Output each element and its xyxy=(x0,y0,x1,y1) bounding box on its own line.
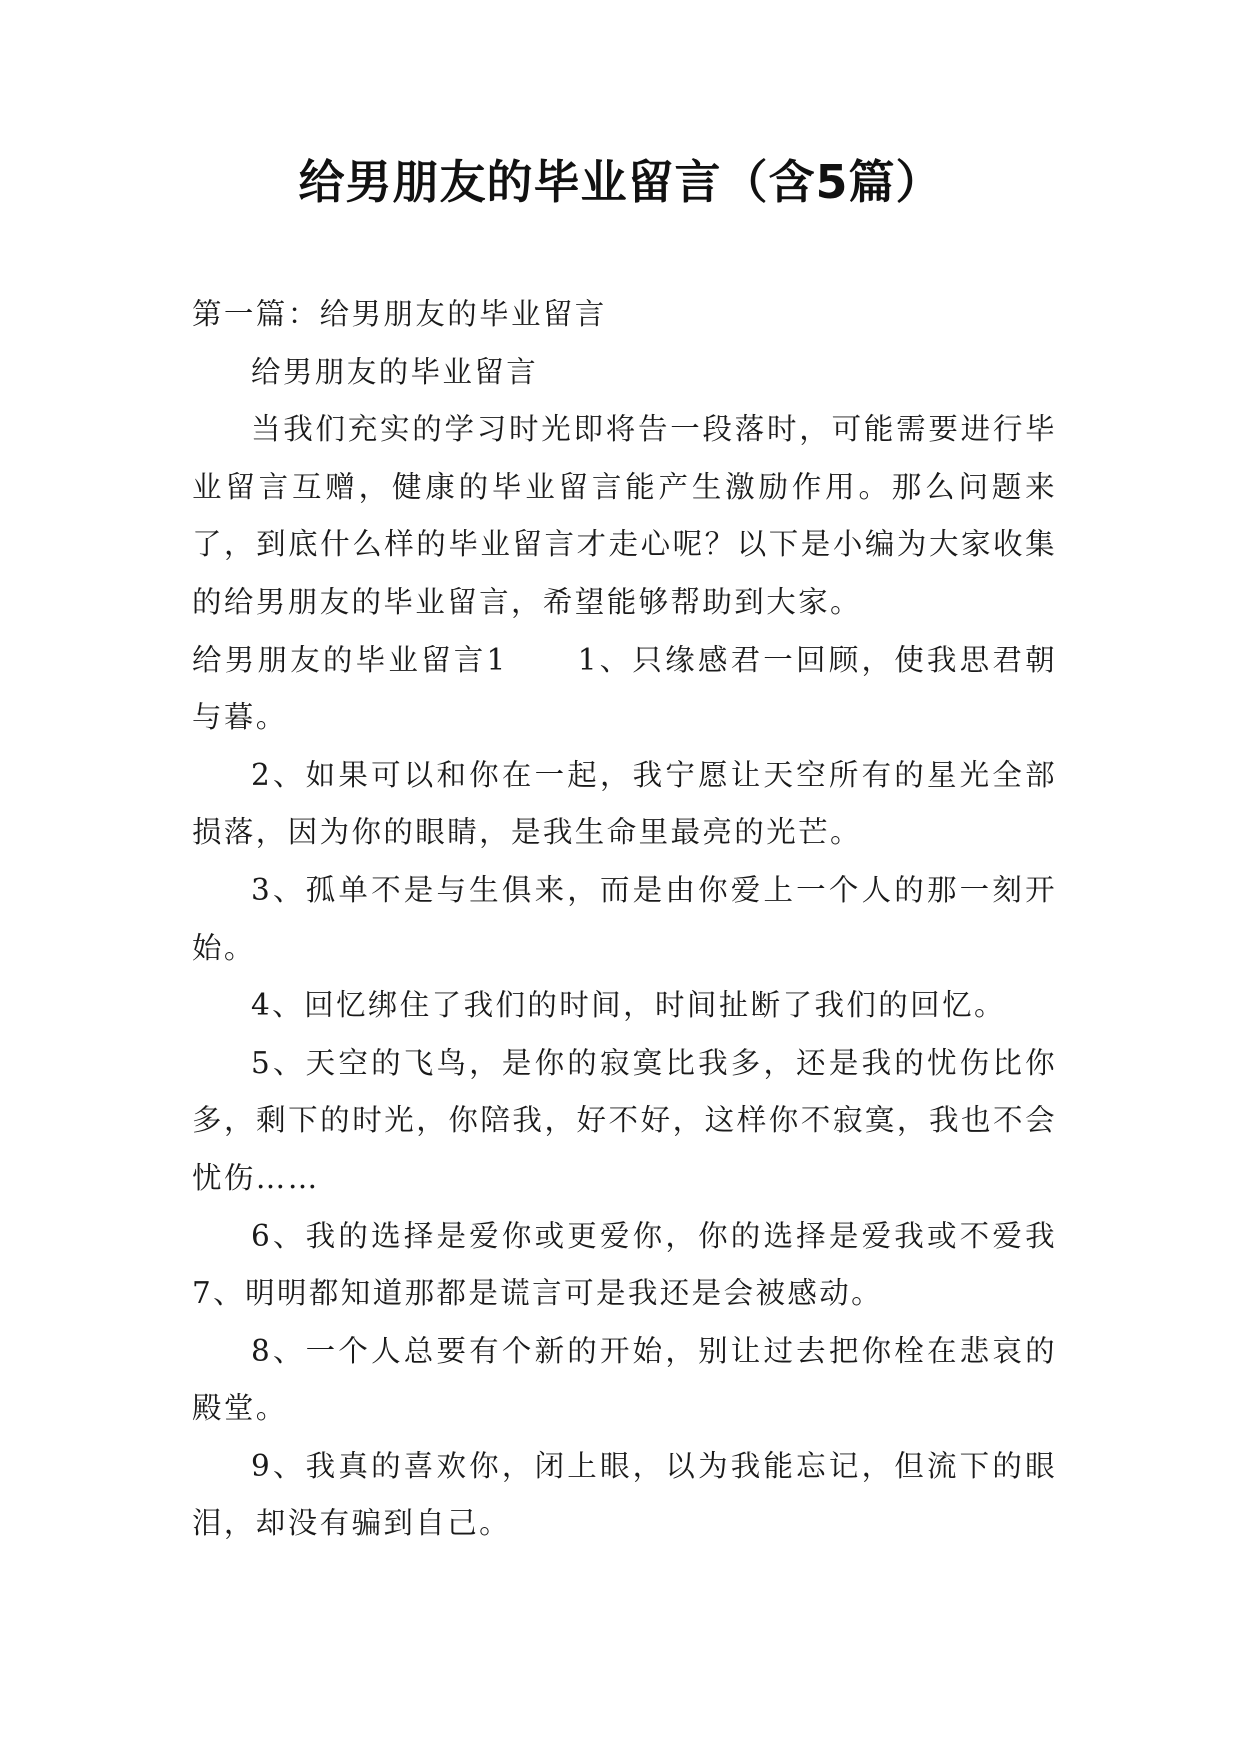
list-item: 1、只缘感君一回顾，使我思君朝与暮。 xyxy=(192,642,1057,735)
document-title: 给男朋友的毕业留言（含5篇） xyxy=(298,155,943,209)
document-body xyxy=(192,286,1057,1553)
list-item: 8、一个人总要有个新的开始，别让过去把你栓在悲哀的殿堂。 xyxy=(192,1333,1057,1426)
subtitle: 给男朋友的毕业留言 xyxy=(251,354,539,389)
section-heading: 第一篇：给男朋友的毕业留言 xyxy=(192,297,607,331)
group-label: 给男朋友的毕业留言1 xyxy=(192,642,508,677)
group-paragraph xyxy=(192,632,1057,747)
list-item: 6、我的选择是爱你或更爱你，你的选择是爱我或不爱我 xyxy=(251,1218,1057,1253)
list-item: 3、孤单不是与生俱来，而是由你爱上一个人的那一刻开始。 xyxy=(192,872,1057,965)
list-item: 7、明明都知道那都是谎言可是我还是会被感动。 xyxy=(192,1276,884,1311)
list-item: 5、天空的飞鸟，是你的寂寞比我多，还是我的忧伤比你多，剩下的时光，你陪我，好不好，这样你不寂寞，我也不会忧伤…… xyxy=(192,1045,1057,1195)
list-item: 4、回忆绑住了我们的时间，时间扯断了我们的回忆。 xyxy=(251,988,1006,1023)
list-item-combined xyxy=(192,1208,1057,1323)
intro-paragraph: 当我们充实的学习时光即将告一段落时，可能需要进行毕业留言互赠，健康的毕业留言能产生激励作用。那么问题来了，到底什么样的毕业留言才走心呢？以下是小编为大家收集的给男朋友的毕业留言，希望能够帮助到大家。 xyxy=(192,412,1057,619)
list-item: 9、我真的喜欢你，闭上眼，以为我能忘记，但流下的眼泪，却没有骗到自己。 xyxy=(192,1448,1057,1541)
list-item: 2、如果可以和你在一起，我宁愿让天空所有的星光全部损落，因为你的眼睛，是我生命里最亮的光芒。 xyxy=(192,757,1057,850)
